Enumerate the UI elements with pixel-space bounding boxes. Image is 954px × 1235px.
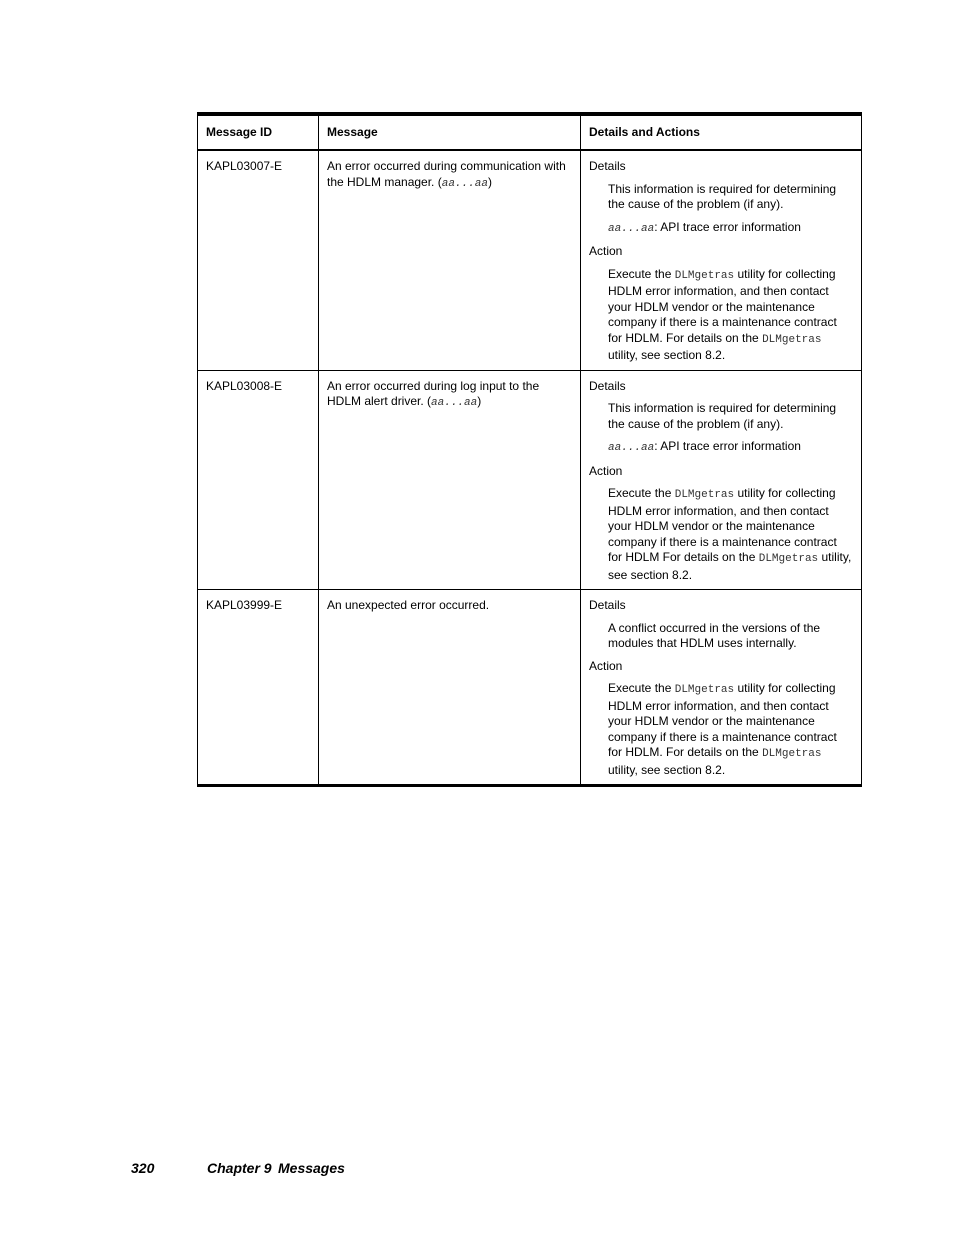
chapter-label: Chapter 9	[207, 1160, 272, 1176]
action-text-b: utility for collecting HDLM error information, and then contact your HDLM vendor or the maintenance company if there is a maintenance contract for HDLM. For details on the	[608, 266, 837, 345]
variable-desc: : API trace error information	[654, 219, 801, 234]
messages-table	[197, 112, 862, 787]
header-message-id: Message ID	[198, 114, 319, 150]
message-cell: An unexpected error occurred.	[319, 590, 581, 786]
message-text: An error occurred during log input to the HDLM alert driver. (	[327, 378, 540, 408]
message-text-end: )	[477, 394, 482, 408]
utility-name: DLMgetras	[674, 684, 735, 696]
table-row	[198, 370, 862, 590]
utility-name: DLMgetras	[674, 269, 735, 282]
message-variable: aa...aa	[441, 177, 488, 190]
action-text-b: utility for collecting HDLM error information, and then contact your HDLM vendor or the maintenance company if there is a maintenance contract for HDLM For details on the	[608, 486, 837, 564]
header-message: Message	[319, 114, 581, 150]
details-text: This information is required for determining the cause of the problem (if any).	[608, 401, 837, 431]
utility-name: DLMgetras	[762, 333, 822, 346]
action-text-a: Execute the	[608, 681, 675, 695]
details-actions-cell	[581, 370, 862, 590]
action-text-a: Execute the	[608, 266, 675, 281]
message-id-cell: KAPL03008-E	[198, 370, 319, 590]
details-text: A conflict occurred in the versions of the modules that HDLM uses internally.	[608, 620, 821, 650]
message-cell	[319, 150, 581, 370]
action-label: Action	[589, 463, 623, 478]
action-text	[608, 267, 853, 364]
table-row	[198, 150, 862, 370]
page-number: 320	[131, 1160, 155, 1176]
details-label: Details	[589, 598, 626, 612]
message-id-cell: KAPL03007-E	[198, 150, 319, 370]
action-text-c: utility, see section 8.2.	[608, 762, 726, 777]
action-text-c: utility, see section 8.2.	[608, 550, 852, 582]
action-text-a: Execute the	[608, 486, 675, 500]
action-text	[608, 486, 853, 583]
variable-desc: : API trace error information	[654, 439, 801, 453]
message-variable: aa...aa	[431, 397, 478, 409]
table-header-row	[198, 114, 862, 150]
utility-name: DLMgetras	[758, 553, 819, 565]
action-text-c: utility, see section 8.2.	[608, 348, 726, 362]
variable-name: aa...aa	[608, 222, 655, 235]
action-text	[608, 681, 853, 778]
variable-description	[608, 439, 853, 457]
details-label: Details	[589, 378, 626, 393]
utility-name: DLMgetras	[674, 489, 735, 501]
details-text: This information is required for determining the cause of the problem (if any).	[608, 181, 837, 211]
message-text-end: )	[487, 174, 492, 189]
action-label: Action	[589, 658, 623, 673]
header-details-actions: Details and Actions	[581, 114, 862, 150]
chapter-title: Messages	[278, 1160, 345, 1176]
details-actions-cell	[581, 590, 862, 786]
action-label: Action	[589, 244, 623, 258]
variable-description	[608, 220, 853, 238]
details-label: Details	[589, 159, 626, 173]
variable-name: aa...aa	[608, 442, 655, 454]
table-row	[198, 590, 862, 786]
message-cell	[319, 370, 581, 590]
message-id-cell: KAPL03999-E	[198, 590, 319, 786]
utility-name: DLMgetras	[762, 748, 822, 760]
details-actions-cell	[581, 150, 862, 370]
action-text-b: utility for collecting HDLM error information, and then contact your HDLM vendor or the maintenance company if there is a maintenance contract for HDLM. For details on the	[608, 681, 837, 759]
message-text: An error occurred during communication with the HDLM manager. (	[327, 159, 566, 189]
